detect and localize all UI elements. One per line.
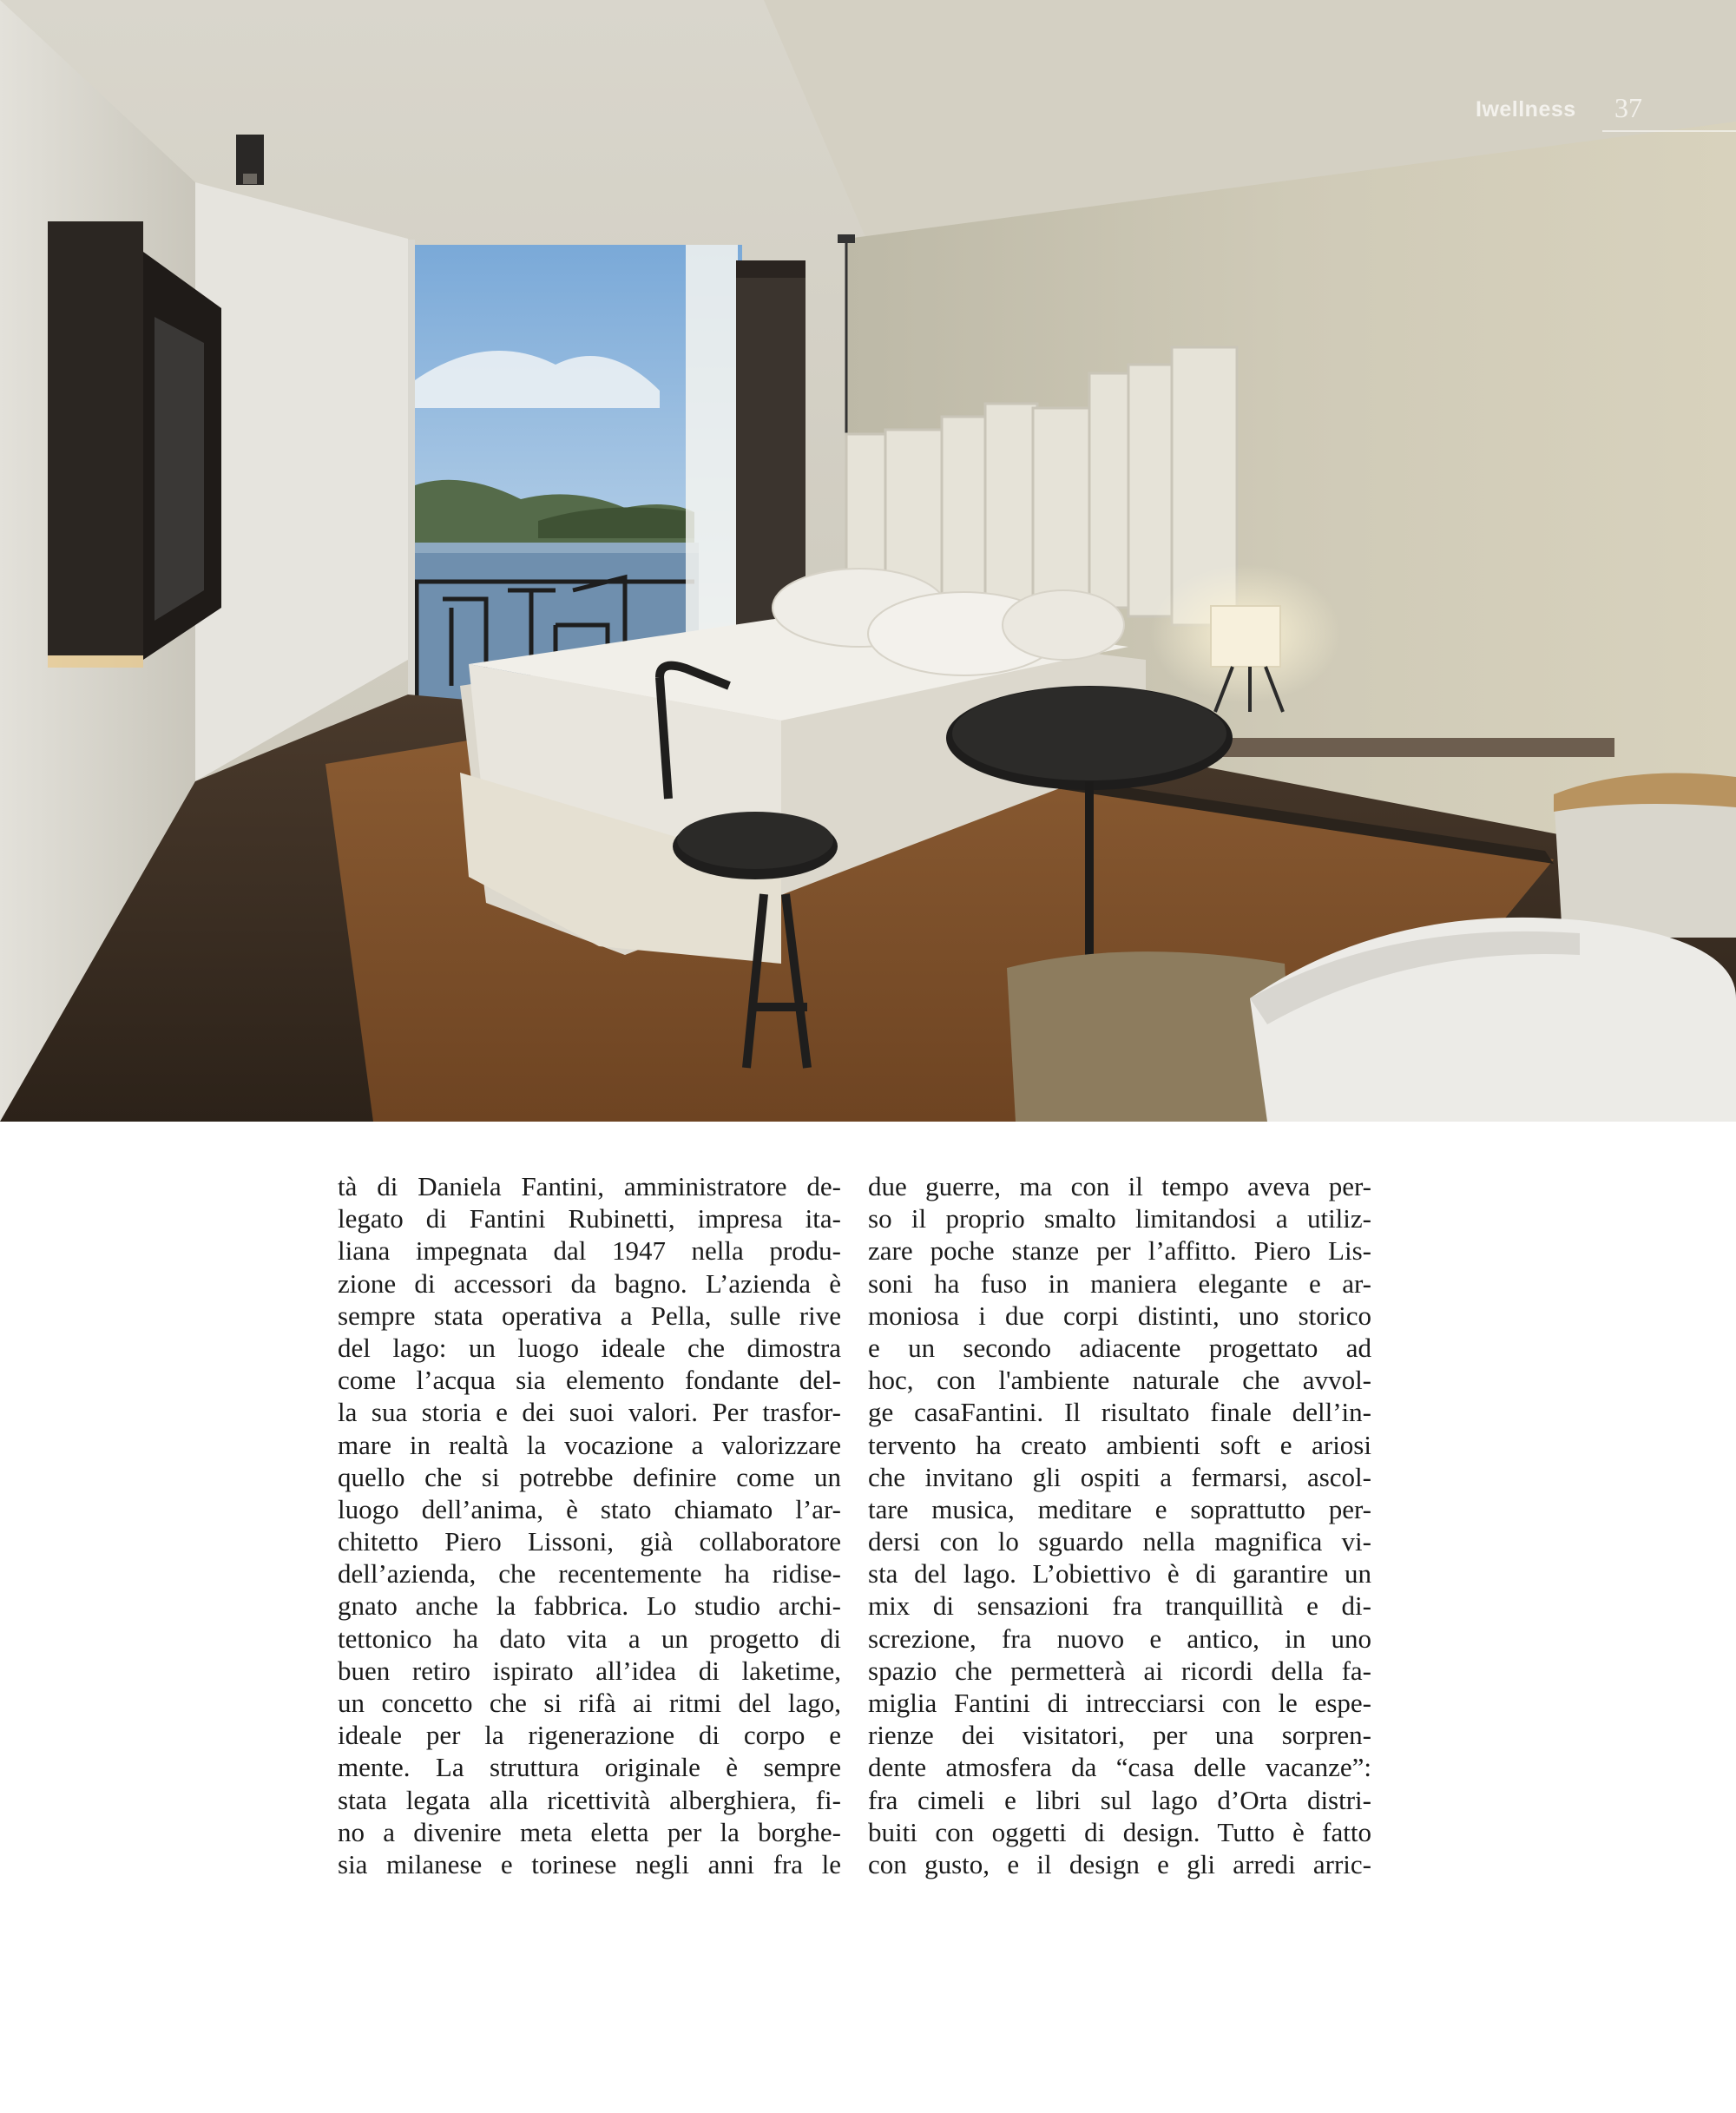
body-line: con gusto, e il design e gli arredi arric- (868, 1848, 1371, 1879)
body-line: legato di Fantini Rubinetti, impresa ita- (338, 1203, 841, 1234)
text-column-right (868, 1170, 1371, 1880)
body-line: luogo dell’anima, è stato chiamato l’ar- (338, 1493, 841, 1524)
body-line: tervento ha creato ambienti soft e ariosi (868, 1429, 1371, 1460)
body-line: e un secondo adiacente progettato ad (868, 1332, 1371, 1363)
body-line: che invitano gli ospiti a fermarsi, ascol- (868, 1461, 1371, 1492)
body-line: gnato anche la fabbrica. Lo studio archi- (338, 1590, 841, 1622)
body-line: sia milanese e torinese negli anni fra le (338, 1848, 841, 1879)
body-line: tare musica, meditare e soprattutto per- (868, 1493, 1371, 1524)
section-label: Iwellness (1476, 97, 1576, 122)
header-rule (1602, 130, 1736, 132)
body-line: moniosa i due corpi distinti, uno storico (868, 1300, 1371, 1331)
body-line: miglia Fantini di intrecciarsi con le espe- (868, 1688, 1371, 1718)
body-line: so il proprio smalto limitandosi a utiliz- (868, 1203, 1371, 1234)
body-line: tettonico ha dato vita a un progetto di (338, 1623, 841, 1654)
body-line: un concetto che si rifà ai ritmi del lago, (338, 1688, 841, 1718)
body-line: dersi con lo sguardo nella magnifica vi- (868, 1526, 1371, 1557)
body-line: dente atmosfera da “casa delle vacanze”: (868, 1752, 1371, 1783)
body-line: mente. La struttura originale è sempre (338, 1752, 841, 1783)
body-line: buen retiro ispirato all’idea di laketime, (338, 1655, 841, 1686)
body-line: tà di Daniela Fantini, amministratore de- (338, 1171, 841, 1201)
body-line: sempre stata operativa a Pella, sulle rive (338, 1300, 841, 1331)
body-line: ideale per la rigenerazione di corpo e (338, 1720, 841, 1751)
body-line: rienze dei visitatori, per una sorpren- (868, 1720, 1371, 1751)
body-line: liana impegnata dal 1947 nella produ- (338, 1235, 841, 1267)
page-number: 37 (1614, 92, 1642, 123)
body-line: spazio che permetterà ai ricordi della fa- (868, 1655, 1371, 1686)
text-column-left (338, 1170, 841, 1880)
body-line: ge casaFantini. Il risultato finale dell’in- (868, 1397, 1371, 1428)
body-line: buiti con oggetti di design. Tutto è fatto (868, 1816, 1371, 1847)
body-line: hoc, con l'ambiente naturale che avvol- (868, 1365, 1371, 1396)
body-line: mare in realtà la vocazione a valorizzare (338, 1429, 841, 1460)
body-line: la sua storia e dei suoi valori. Per trasfor- (338, 1397, 841, 1428)
body-line: screzione, fra nuovo e antico, in uno (868, 1623, 1371, 1654)
page-header (1476, 92, 1736, 132)
body-line: due guerre, ma con il tempo aveva per- (868, 1171, 1371, 1201)
body-line: soni ha fuso in maniera elegante e ar- (868, 1267, 1371, 1299)
body-line: del lago: un luogo ideale che dimostra (338, 1332, 841, 1363)
body-line: dell’azienda, che recentemente ha ridise- (338, 1558, 841, 1590)
body-line: come l’acqua sia elemento fondante del- (338, 1365, 841, 1396)
body-line: zione di accessori da bagno. L’azienda è (338, 1267, 841, 1299)
body-line: zare poche stanze per l’affitto. Piero Lis- (868, 1235, 1371, 1267)
body-line: sta del lago. L’obiettivo è di garantire un (868, 1558, 1371, 1590)
body-line: quello che si potrebbe definire come un (338, 1461, 841, 1492)
body-line: fra cimeli e libri sul lago d’Orta distri- (868, 1784, 1371, 1815)
body-line: no a divenire meta eletta per la borghe- (338, 1816, 841, 1847)
body-line: stata legata alla ricettività alberghiera, fi- (338, 1784, 841, 1815)
body-line: mix di sensazioni fra tranquillità e di- (868, 1590, 1371, 1622)
body-line: chitetto Piero Lissoni, già collaboratore (338, 1526, 841, 1557)
